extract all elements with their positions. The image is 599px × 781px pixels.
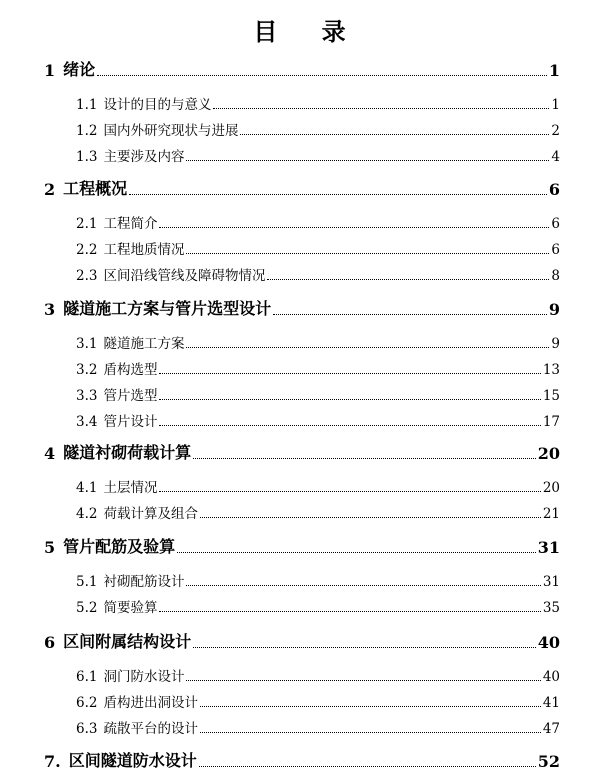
section-page-number: 1 bbox=[551, 97, 560, 113]
section-title: 衬砌配筋设计 bbox=[103, 574, 185, 590]
toc-section-entry[interactable] bbox=[76, 570, 560, 590]
chapter-number: 5 bbox=[44, 538, 56, 557]
toc-chapter-entry[interactable] bbox=[44, 441, 560, 463]
dot-leader bbox=[200, 516, 541, 518]
chapter-page-number: 20 bbox=[537, 444, 560, 463]
chapter-number: 2 bbox=[44, 180, 56, 199]
section-title: 盾构选型 bbox=[103, 362, 158, 378]
section-number: 1.3 bbox=[76, 149, 98, 165]
section-page-number: 13 bbox=[542, 362, 560, 378]
chapter-number: 4 bbox=[44, 444, 56, 463]
section-page-number: 47 bbox=[542, 721, 560, 737]
section-number: 4.1 bbox=[76, 480, 98, 496]
section-number: 3.1 bbox=[76, 336, 98, 352]
section-page-number: 17 bbox=[542, 414, 560, 430]
toc-section-entry[interactable] bbox=[76, 145, 560, 165]
section-number: 3.2 bbox=[76, 362, 98, 378]
chapter-page-number: 31 bbox=[537, 538, 560, 557]
toc-chapter-entry[interactable] bbox=[44, 297, 560, 319]
chapter-number: 3 bbox=[44, 300, 56, 319]
section-title: 土层情况 bbox=[103, 480, 158, 496]
section-number: 1.2 bbox=[76, 123, 98, 139]
toc-section-entry[interactable] bbox=[76, 384, 560, 404]
section-title: 盾构进出洞设计 bbox=[103, 695, 198, 711]
section-page-number: 41 bbox=[542, 695, 560, 711]
toc-section-entry[interactable] bbox=[76, 717, 560, 737]
section-title: 简要验算 bbox=[103, 600, 158, 616]
section-number: 5.2 bbox=[76, 600, 98, 616]
section-number: 6.1 bbox=[76, 669, 98, 685]
toc-section-entry[interactable] bbox=[76, 119, 560, 139]
toc-section-entry[interactable] bbox=[76, 502, 560, 522]
section-page-number: 6 bbox=[551, 216, 560, 232]
section-title: 隧道施工方案 bbox=[103, 336, 185, 352]
section-page-number: 35 bbox=[542, 600, 560, 616]
section-title: 主要涉及内容 bbox=[103, 149, 185, 165]
dot-leader bbox=[186, 679, 540, 681]
toc-section-entry[interactable] bbox=[76, 212, 560, 232]
section-title: 工程地质情况 bbox=[103, 242, 185, 258]
dot-leader bbox=[200, 731, 541, 733]
dot-leader bbox=[200, 705, 541, 707]
section-title: 疏散平台的设计 bbox=[103, 721, 198, 737]
section-page-number: 8 bbox=[551, 268, 560, 284]
section-title: 洞门防水设计 bbox=[103, 669, 185, 685]
toc-section-entry[interactable] bbox=[76, 332, 560, 352]
chapter-page-number: 1 bbox=[548, 61, 560, 80]
section-page-number: 4 bbox=[551, 149, 560, 165]
section-number: 6.2 bbox=[76, 695, 98, 711]
section-title: 工程简介 bbox=[103, 216, 158, 232]
section-number: 6.3 bbox=[76, 721, 98, 737]
dot-leader bbox=[199, 765, 536, 767]
chapter-title: 隧道衬砌荷载计算 bbox=[63, 443, 192, 462]
toc-chapter-entry[interactable] bbox=[44, 177, 560, 199]
toc-section-entry[interactable] bbox=[76, 93, 560, 113]
toc-section-entry[interactable] bbox=[76, 358, 560, 378]
toc-chapter-entry[interactable] bbox=[44, 535, 560, 557]
chapter-number: 6 bbox=[44, 633, 56, 652]
chapter-title: 区间隧道防水设计 bbox=[68, 751, 197, 770]
chapter-title: 工程概况 bbox=[63, 179, 128, 198]
section-number: 1.1 bbox=[76, 97, 98, 113]
dot-leader bbox=[159, 610, 540, 612]
section-number: 4.2 bbox=[76, 506, 98, 522]
toc-section-entry[interactable] bbox=[76, 596, 560, 616]
section-number: 3.3 bbox=[76, 388, 98, 404]
section-number: 5.1 bbox=[76, 574, 98, 590]
section-title: 国内外研究现状与进展 bbox=[103, 123, 239, 139]
toc-section-entry[interactable] bbox=[76, 264, 560, 284]
chapter-number: 7. bbox=[44, 752, 61, 771]
dot-leader bbox=[186, 584, 540, 586]
dot-leader bbox=[186, 346, 549, 348]
dot-leader bbox=[159, 424, 540, 426]
section-page-number: 15 bbox=[542, 388, 560, 404]
page-title: 目 录 bbox=[253, 17, 364, 46]
section-title: 管片设计 bbox=[103, 414, 158, 430]
section-title: 设计的目的与意义 bbox=[103, 97, 212, 113]
chapter-page-number: 52 bbox=[537, 752, 560, 771]
chapter-title: 隧道施工方案与管片选型设计 bbox=[63, 299, 272, 318]
dot-leader bbox=[273, 313, 547, 315]
section-page-number: 2 bbox=[551, 123, 560, 139]
toc-section-entry[interactable] bbox=[76, 665, 560, 685]
chapter-page-number: 40 bbox=[537, 633, 560, 652]
section-title: 管片选型 bbox=[103, 388, 158, 404]
dot-leader bbox=[186, 252, 549, 254]
dot-leader bbox=[159, 226, 549, 228]
section-page-number: 6 bbox=[551, 242, 560, 258]
toc-chapter-entry[interactable] bbox=[44, 749, 560, 771]
dot-leader bbox=[97, 74, 547, 76]
dot-leader bbox=[129, 193, 547, 195]
toc-section-entry[interactable] bbox=[76, 410, 560, 430]
toc-chapter-entry[interactable] bbox=[44, 630, 560, 652]
chapter-number: 1 bbox=[44, 61, 56, 80]
chapter-title: 管片配筋及验算 bbox=[63, 537, 176, 556]
dot-leader bbox=[267, 278, 549, 280]
chapter-title: 区间附属结构设计 bbox=[63, 632, 192, 651]
section-page-number: 40 bbox=[542, 669, 560, 685]
section-title: 区间沿线管线及障碍物情况 bbox=[103, 268, 266, 284]
chapter-page-number: 9 bbox=[548, 300, 560, 319]
dot-leader bbox=[159, 398, 540, 400]
dot-leader bbox=[240, 133, 549, 135]
section-number: 3.4 bbox=[76, 414, 98, 430]
section-number: 2.2 bbox=[76, 242, 98, 258]
toc-section-entry[interactable] bbox=[76, 476, 560, 496]
section-number: 2.3 bbox=[76, 268, 98, 284]
chapter-page-number: 6 bbox=[548, 180, 560, 199]
toc-section-entry[interactable] bbox=[76, 238, 560, 258]
dot-leader bbox=[177, 551, 536, 553]
section-page-number: 31 bbox=[542, 574, 560, 590]
dot-leader bbox=[193, 457, 536, 459]
dot-leader bbox=[186, 159, 549, 161]
toc-chapter-entry[interactable] bbox=[44, 58, 560, 80]
section-page-number: 20 bbox=[542, 480, 560, 496]
dot-leader bbox=[159, 372, 540, 374]
dot-leader bbox=[193, 646, 536, 648]
section-title: 荷载计算及组合 bbox=[103, 506, 198, 522]
section-number: 2.1 bbox=[76, 216, 98, 232]
dot-leader bbox=[159, 490, 540, 492]
dot-leader bbox=[213, 107, 549, 109]
section-page-number: 9 bbox=[551, 336, 560, 352]
toc-section-entry[interactable] bbox=[76, 691, 560, 711]
chapter-title: 绪论 bbox=[63, 60, 96, 79]
section-page-number: 21 bbox=[542, 506, 560, 522]
